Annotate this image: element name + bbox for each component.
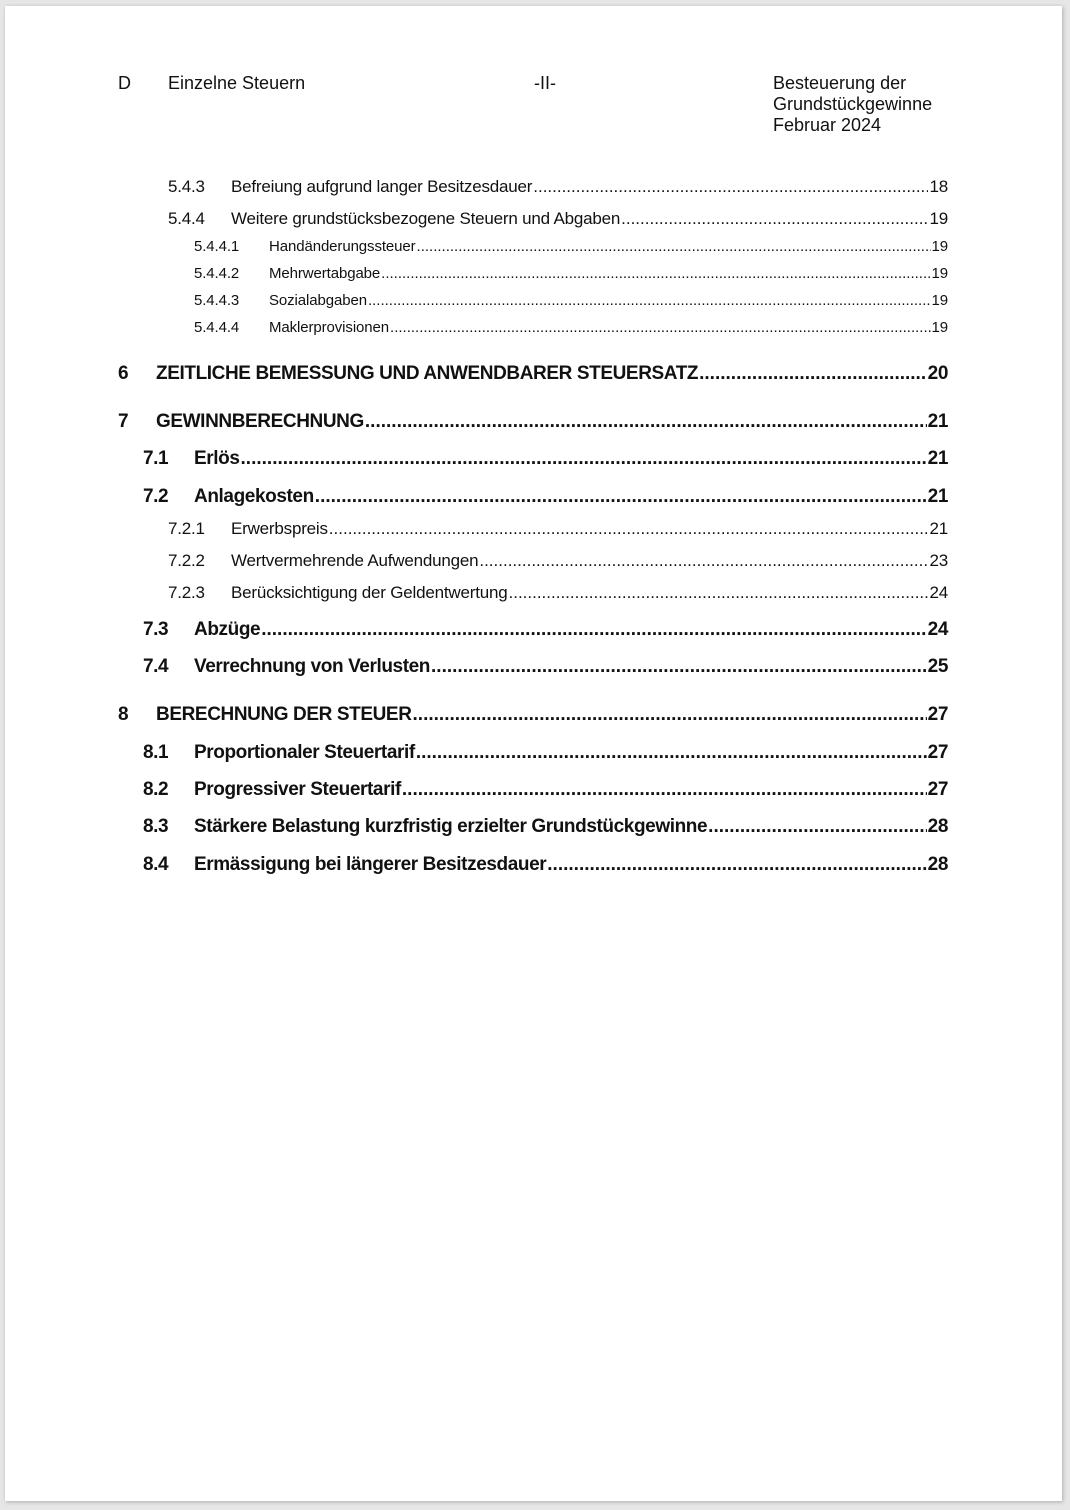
toc-leader-dots [708, 816, 926, 838]
toc-entry[interactable] [194, 238, 948, 255]
toc-entry-number: 6 [118, 363, 129, 384]
toc-entry-page: 19 [931, 292, 948, 309]
toc-entry-page: 19 [931, 265, 948, 282]
toc-entry-number: 5.4.4.1 [194, 238, 240, 255]
toc-entry-title: Progressiver Steuertarif [194, 779, 401, 800]
toc-entry-title: Abzüge [194, 619, 261, 640]
toc-entry[interactable] [118, 704, 948, 726]
toc-entry[interactable] [143, 619, 948, 641]
toc-entry-page: 24 [929, 583, 948, 602]
toc-entry-title: BERECHNUNG DER STEUER [156, 704, 412, 725]
toc-leader-dots [365, 411, 927, 433]
toc-entry-number: 7.2.2 [168, 551, 205, 570]
toc-entry-page: 28 [927, 816, 948, 837]
header-section-letter: D [118, 73, 131, 93]
toc-entry-number: 5.4.4 [168, 209, 205, 228]
toc-leader-dots [416, 742, 927, 764]
header-page-number: -II- [534, 73, 556, 93]
toc-entry[interactable] [168, 551, 948, 571]
toc-entry-page: 21 [927, 486, 948, 507]
toc-leader-dots [509, 583, 929, 603]
toc-entry[interactable] [143, 656, 948, 678]
toc-entry[interactable] [168, 519, 948, 539]
toc-entry-number: 8.2 [143, 779, 169, 800]
toc-entry-title: Ermässigung bei längerer Besitzesdauer [194, 854, 547, 875]
toc-entry-page: 28 [927, 854, 948, 875]
toc-entry-title: Maklerprovisionen [269, 319, 390, 336]
toc-entry-number: 8.3 [143, 816, 169, 837]
toc-entry-page: 18 [929, 177, 948, 196]
toc-entry-page: 19 [931, 319, 948, 336]
toc-leader-dots [261, 619, 926, 641]
toc-entry-title: GEWINNBERECHNUNG [156, 411, 364, 432]
toc-entry[interactable] [143, 779, 948, 801]
toc-entry-title: Stärkere Belastung kurzfristig erzielter Grundstückgewinne [194, 816, 708, 837]
toc-entry-page: 20 [927, 363, 948, 384]
toc-leader-dots [329, 519, 929, 539]
toc-entry[interactable] [168, 177, 948, 197]
toc-leader-dots [402, 779, 927, 801]
toc-leader-dots [533, 177, 928, 197]
toc-leader-dots [621, 209, 928, 229]
toc-entry-title: Handänderungssteuer [269, 238, 416, 255]
toc-entry[interactable] [194, 265, 948, 282]
toc-entry-page: 25 [927, 656, 948, 677]
toc-entry-title: Erwerbspreis [231, 519, 328, 538]
header-document-info [773, 73, 932, 136]
toc-leader-dots [381, 265, 930, 282]
toc-entry-title: Befreiung aufgrund langer Besitzesdauer [231, 177, 533, 196]
toc-entry-page: 23 [929, 551, 948, 570]
toc-entry-number: 7.4 [143, 656, 169, 677]
header-doc-title-line1: Besteuerung der [773, 73, 907, 93]
toc-entry-title: Berücksichtigung der Geldentwertung [231, 583, 508, 602]
header-section-title: Einzelne Steuern [168, 73, 306, 93]
toc-entry-title: Anlagekosten [194, 486, 314, 507]
toc-entry-title: Erlös [194, 448, 240, 469]
toc-entry-title: Verrechnung von Verlusten [194, 656, 431, 677]
toc-entry-page: 27 [927, 704, 948, 725]
toc-entry[interactable] [143, 486, 948, 508]
toc-entry-title: Sozialabgaben [269, 292, 367, 309]
toc-leader-dots [431, 656, 927, 678]
toc-entry[interactable] [143, 742, 948, 764]
toc-entry[interactable] [143, 816, 948, 838]
toc-entry-page: 19 [931, 238, 948, 255]
header-doc-title-line2: Grundstückgewinne [773, 94, 933, 114]
toc-entry-number: 5.4.4.4 [194, 319, 240, 336]
toc-entry-title: Mehrwertabgabe [269, 265, 381, 282]
toc-leader-dots [413, 704, 927, 726]
toc-leader-dots [479, 551, 928, 571]
toc-entry[interactable] [194, 292, 948, 309]
toc-entry-page: 21 [929, 519, 948, 538]
toc-entry-title: Weitere grundstücksbezogene Steuern und Abgaben [231, 209, 621, 228]
toc-entry-number: 8.1 [143, 742, 169, 763]
toc-entry-page: 21 [927, 411, 948, 432]
document-page [5, 6, 1062, 1501]
toc-leader-dots [417, 238, 931, 255]
toc-entry[interactable] [143, 448, 948, 470]
toc-leader-dots [547, 854, 926, 876]
toc-entry-number: 8 [118, 704, 129, 725]
toc-entry-page: 24 [927, 619, 948, 640]
toc-entry-title: Proportionaler Steuertarif [194, 742, 415, 763]
toc-entry-number: 7.2 [143, 486, 169, 507]
toc-entry-page: 19 [929, 209, 948, 228]
toc-entry-number: 7.1 [143, 448, 169, 469]
toc-entry[interactable] [168, 583, 948, 603]
toc-leader-dots [699, 363, 927, 385]
toc-entry[interactable] [168, 209, 948, 229]
toc-leader-dots [368, 292, 931, 309]
toc-leader-dots [241, 448, 927, 470]
toc-entry-title: ZEITLICHE BEMESSUNG UND ANWENDBARER STEUERSATZ [156, 363, 699, 384]
toc-entry-number: 7 [118, 411, 129, 432]
toc-entry-number: 5.4.4.2 [194, 265, 240, 282]
toc-entry-number: 8.4 [143, 854, 169, 875]
toc-entry-page: 27 [927, 779, 948, 800]
toc-leader-dots [315, 486, 927, 508]
toc-entry-number: 7.2.1 [168, 519, 205, 538]
toc-entry[interactable] [118, 411, 948, 433]
toc-entry-number: 7.2.3 [168, 583, 205, 602]
toc-entry-number: 5.4.4.3 [194, 292, 240, 309]
toc-entry-page: 21 [927, 448, 948, 469]
toc-entry[interactable] [143, 854, 948, 876]
toc-leader-dots [390, 319, 930, 336]
toc-entry[interactable] [118, 363, 948, 385]
toc-entry[interactable] [194, 319, 948, 336]
header-doc-date: Februar 2024 [773, 115, 882, 135]
toc-entry-number: 5.4.3 [168, 177, 205, 196]
toc-entry-page: 27 [927, 742, 948, 763]
toc-entry-title: Wertvermehrende Aufwendungen [231, 551, 479, 570]
toc-entry-number: 7.3 [143, 619, 169, 640]
